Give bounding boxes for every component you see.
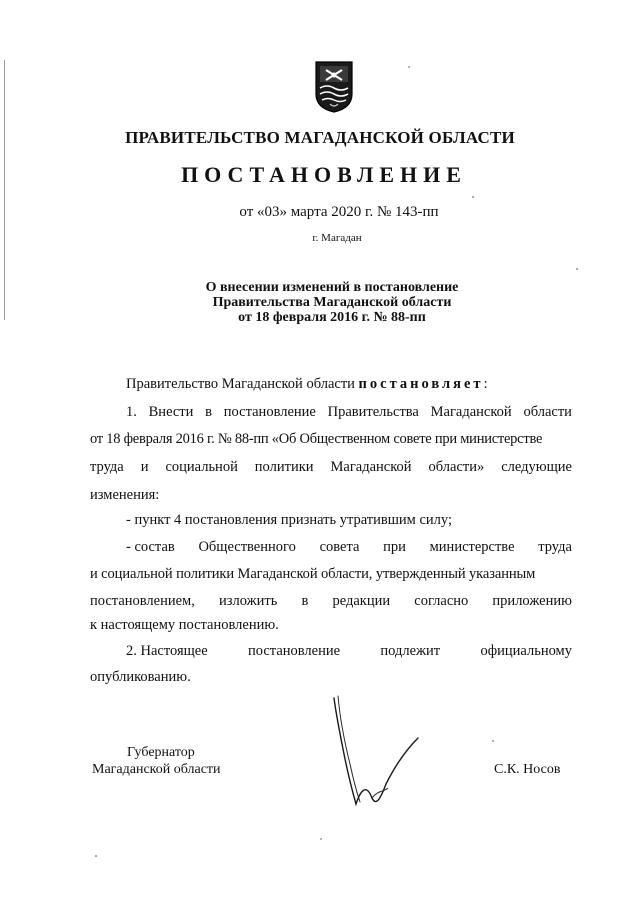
word: при	[383, 539, 406, 555]
coat-of-arms-icon	[314, 60, 354, 114]
word: министерстве	[429, 539, 515, 555]
word: 1.	[126, 404, 137, 420]
preamble-text: Правительство Магаданской области	[126, 376, 359, 392]
word: социальной	[165, 459, 238, 475]
list-item-2-line-3	[90, 593, 572, 613]
subject-line: О внесении изменений в постановление	[205, 280, 459, 295]
word: труда	[90, 459, 124, 475]
signer-name: С.К. Носов	[494, 762, 561, 777]
paragraph-1-line-2: от 18 февраля 2016 г. № 88-пп «Об Общественном совете при министерстве	[90, 431, 543, 447]
word: следующие	[501, 459, 572, 475]
organization-title: ПРАВИТЕЛЬСТВО МАГАДАНСКОЙ ОБЛАСТИ	[125, 128, 515, 147]
list-item-1: - пункт 4 постановления признать утратившим силу;	[126, 512, 452, 528]
subject-line: Правительства Магаданской области	[212, 295, 452, 310]
scan-speck	[408, 66, 410, 68]
word: совета	[319, 539, 360, 555]
word: согласно	[414, 593, 469, 609]
paragraph-2-line-1	[90, 643, 572, 663]
word: в	[301, 593, 309, 609]
word: Правительства	[327, 404, 419, 420]
scan-speck	[95, 855, 97, 857]
signer-title-line-2: Магаданской области	[92, 762, 221, 777]
word: - состав	[126, 539, 175, 555]
document-city: г. Магадан	[312, 232, 362, 244]
paragraph-1-line-4: изменения:	[90, 487, 160, 503]
word: области	[523, 404, 572, 420]
word: официальному	[480, 643, 572, 659]
word: подлежит	[380, 643, 441, 659]
word: 2. Настоящее	[126, 643, 208, 659]
paragraph-1-line-1	[90, 404, 572, 424]
preamble-colon: :	[483, 376, 488, 392]
list-item-2-line-1	[90, 539, 572, 559]
scan-speck	[492, 740, 494, 742]
word: постановлением,	[90, 593, 195, 609]
word: политики	[254, 459, 314, 475]
word: приложению	[492, 593, 572, 609]
word: Магаданской	[430, 404, 512, 420]
paragraph-1-line-3	[90, 459, 572, 479]
word: Внести	[148, 404, 194, 420]
preamble-verb: постановляет	[358, 376, 484, 392]
word: Магаданской	[330, 459, 412, 475]
word: и	[140, 459, 149, 475]
document-type: ПОСТАНОВЛЕНИЕ	[181, 162, 467, 187]
word: в	[205, 404, 213, 420]
list-item-2-line-2: и социальной политики Магаданской области, утвержденный указанным	[90, 566, 536, 582]
signer-title-line-1: Губернатор	[127, 745, 195, 760]
subject-line: от 18 февраля 2016 г. № 88-пп	[238, 310, 426, 325]
scan-speck	[320, 838, 322, 840]
scan-speck	[576, 268, 578, 270]
preamble	[90, 376, 572, 396]
word: изложить	[219, 593, 278, 609]
list-item-2-line-4: к настоящему постановлению.	[90, 617, 279, 633]
word: постановление	[248, 643, 341, 659]
word: труда	[538, 539, 572, 555]
word: области»	[428, 459, 485, 475]
word: постановление	[223, 404, 316, 420]
scan-speck	[472, 196, 474, 198]
document-subject	[0, 280, 640, 325]
document-date-number: от «03» марта 2020 г. № 143-пп	[239, 204, 439, 220]
word: Общественного	[198, 539, 296, 555]
paragraph-2-line-2: опубликованию.	[90, 669, 191, 685]
word: редакции	[332, 593, 391, 609]
handwritten-signature-icon	[326, 694, 426, 812]
